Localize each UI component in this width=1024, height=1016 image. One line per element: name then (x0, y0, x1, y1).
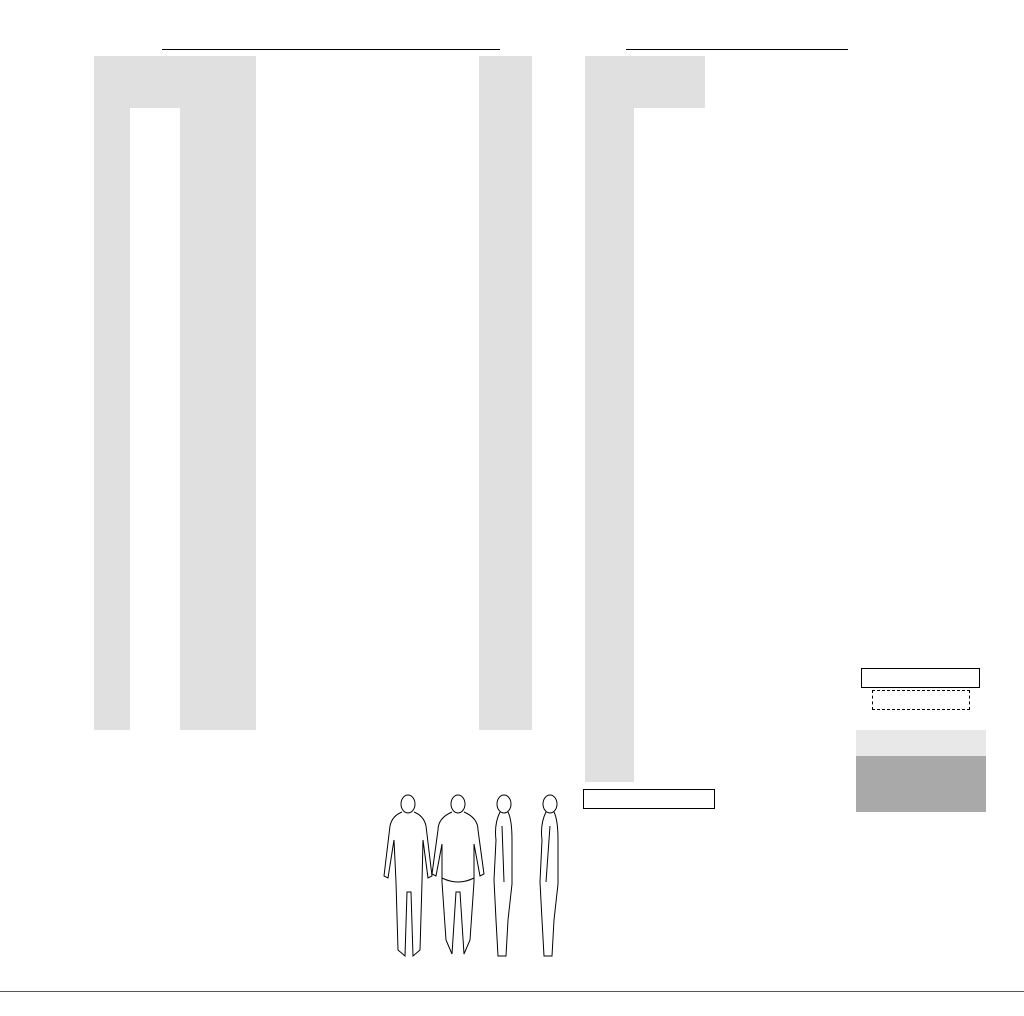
side-left-arm (546, 826, 550, 882)
orders-title (583, 789, 715, 809)
shade-neuro (479, 76, 532, 730)
body-side-left (540, 795, 558, 956)
body-back (432, 795, 484, 954)
balance-dashed-box[interactable] (872, 690, 970, 710)
back-waist (442, 878, 474, 882)
front-head (401, 795, 415, 813)
shade-map (180, 76, 256, 730)
shade-totals (585, 730, 634, 782)
shade-neuro-header (479, 56, 532, 76)
front-body-outline (384, 812, 432, 956)
side-right-arm (502, 826, 504, 882)
back-body-outline (432, 812, 484, 954)
shade-intake-header (585, 56, 705, 76)
back-head (451, 795, 465, 813)
previous-balance-label (861, 668, 980, 688)
side-left-head (543, 795, 557, 813)
shade-hr (94, 76, 130, 730)
grid-shading (94, 56, 986, 812)
body-side-right (494, 795, 512, 956)
shade-crystalloid (634, 76, 705, 108)
shade-drips (585, 76, 634, 730)
side-right-outline (494, 812, 512, 956)
shade-total-box (856, 730, 986, 756)
shade-bp-top (130, 76, 180, 108)
anatomic-diagram[interactable] (378, 790, 578, 966)
side-right-head (497, 795, 511, 813)
body-front (384, 795, 432, 956)
shade-cardio-header (94, 56, 256, 76)
running-balance-label (876, 786, 972, 806)
bottom-rule (0, 991, 1024, 992)
